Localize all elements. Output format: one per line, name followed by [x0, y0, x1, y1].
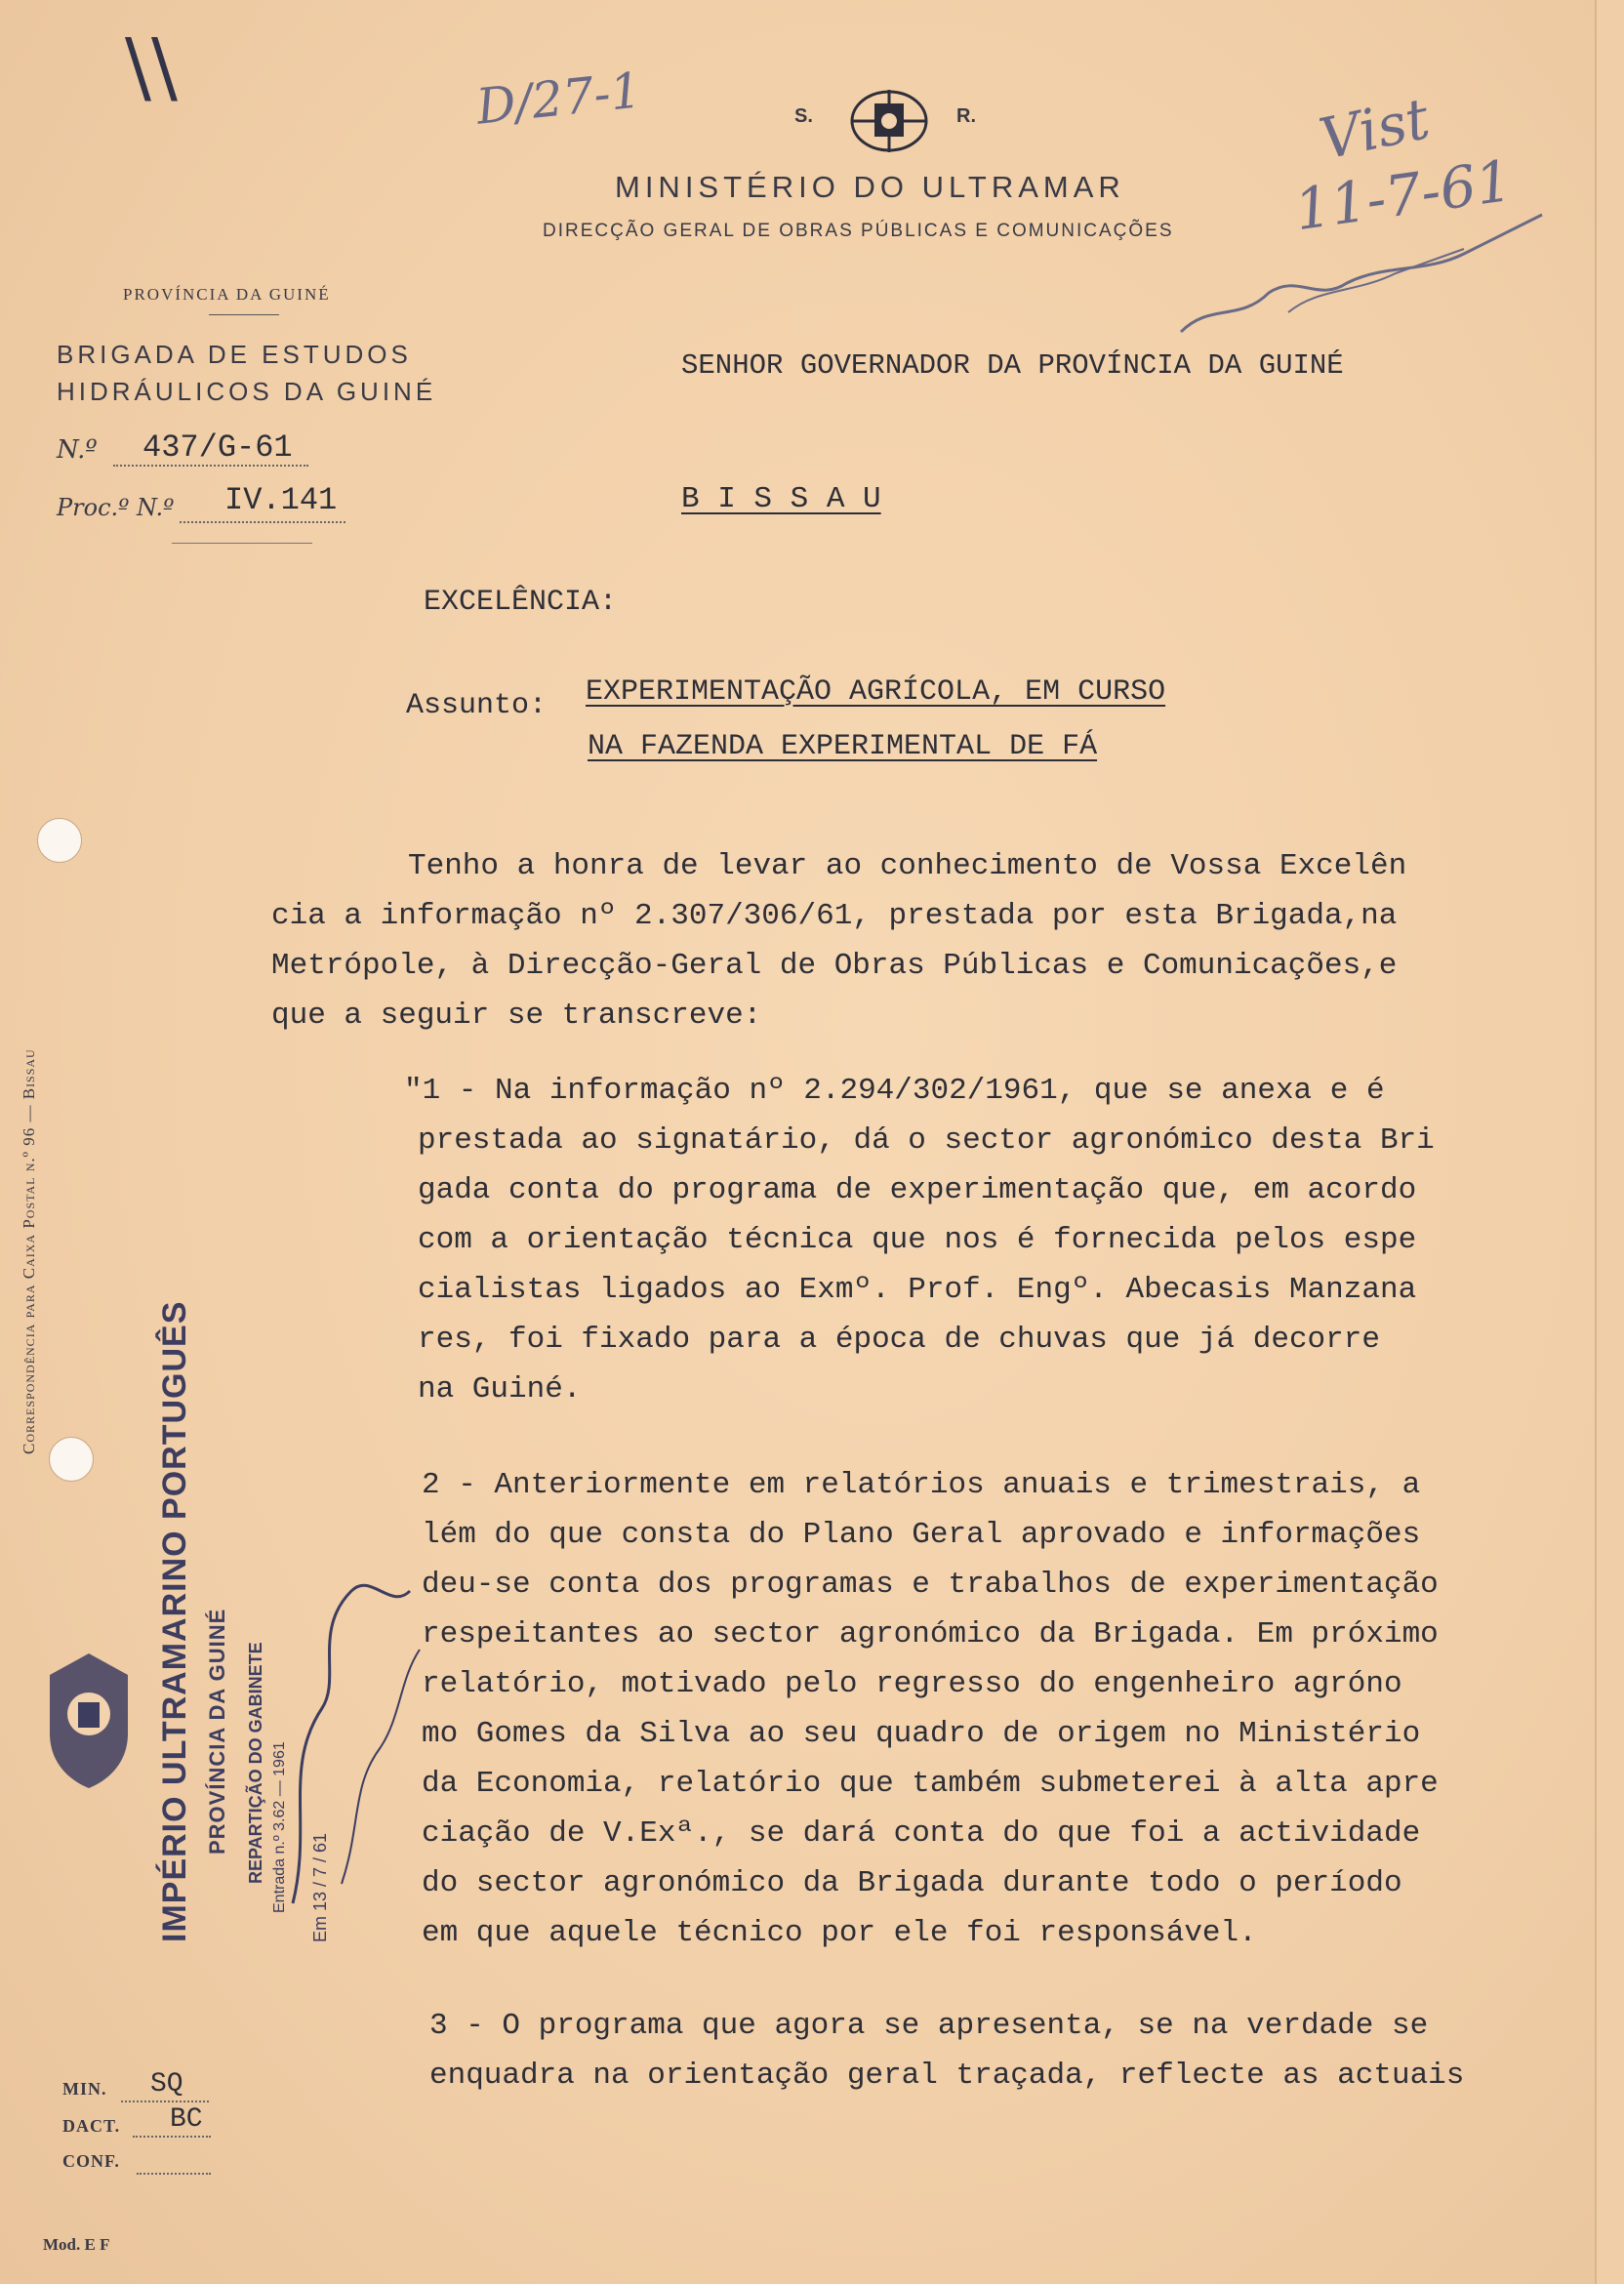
sender-number-value: 437/G-61 [142, 429, 293, 466]
sender-province: PROVÍNCIA DA GUINÉ [123, 285, 331, 304]
addressee-line: SENHOR GOVERNADOR DA PROVÍNCIA DA GUINÉ [681, 349, 1344, 382]
sender-number-label: N.º [57, 435, 98, 465]
paragraph-2-line: lém do que consta do Plano Geral aprovado e informações [422, 1518, 1421, 1552]
coat-of-arms-icon [845, 86, 933, 156]
stamp-line-1: IMPÉRIO ULTRAMARINO PORTUGUÊS [156, 1300, 193, 1942]
sender-province-rule [209, 314, 279, 315]
footer-conf-dots [137, 2173, 211, 2175]
sender-number-dots [113, 465, 308, 467]
paragraph-3-line: 3 - O programa que agora se apresenta, se na verdade se [429, 2009, 1429, 2043]
paragraph-3 [429, 2001, 1464, 2100]
footer-dact-dots [133, 2136, 211, 2138]
handwritten-signature-stroke [1171, 195, 1552, 351]
emblem-letter-left: S. [794, 105, 813, 127]
intro-line: Tenho a honra de levar ao conhecimento de Vossa Excelên [408, 849, 1407, 883]
sender-proc-dots [180, 521, 345, 523]
paragraph-1-line: cialistas ligados ao Exmº. Prof. Engº. Abecasis Manzana [418, 1273, 1417, 1307]
subject-line1: EXPERIMENTAÇÃO AGRÍCOLA, EM CURSO [586, 675, 1166, 709]
sender-brigade-line1: BRIGADA DE ESTUDOS [57, 340, 412, 369]
stamp-coat-of-arms-icon [35, 1646, 142, 1792]
stamp-line-5: Em 13 / 7 / 61 [310, 1832, 330, 1942]
margin-scribble: \\ [125, 21, 178, 112]
paragraph-1-line: res, foi fixado para a época de chuvas que já decorre [418, 1323, 1380, 1357]
footer-min-value: SQ [150, 2069, 183, 2100]
intro-paragraph [271, 841, 1406, 1040]
paragraph-2-line: respeitantes ao sector agronómico da Brigada. Em próximo [422, 1617, 1439, 1652]
directorate-title: DIRECÇÃO GERAL DE OBRAS PÚBLICAS E COMUNICAÇÕES [543, 221, 1174, 241]
footer-min-dots [121, 2100, 209, 2102]
paragraph-1-line: prestada ao signatário, dá o sector agronómico desta Bri [418, 1123, 1435, 1158]
paragraph-3-line: enquadra na orientação geral traçada, reflecte as actuais [429, 2059, 1465, 2093]
ministry-title: MINISTÉRIO DO ULTRAMAR [615, 170, 1125, 204]
sender-proc-value: IV.141 [224, 482, 338, 518]
paragraph-1-line: na Guiné. [418, 1372, 582, 1407]
sender-proc-label: Proc.º N.º [57, 494, 175, 521]
stamp-line-3: REPARTIÇÃO DO GABINETE [246, 1642, 265, 1884]
stamp-handwriting-scrawl [254, 1532, 449, 1923]
paragraph-2-line: da Economia, relatório que também submeterei à alta apre [422, 1767, 1439, 1801]
paragraph-2-line: deu-se conta dos programas e trabalhos de experimentação [422, 1568, 1439, 1602]
paragraph-2 [422, 1460, 1439, 1958]
addressee-city: B I S S A U [681, 482, 881, 516]
emblem-letter-right: R. [956, 105, 976, 127]
side-postal-print: Correspondência para Caixa Postal n.º 96 — Bissau [20, 1048, 38, 1454]
salutation: EXCELÊNCIA: [424, 586, 618, 619]
paragraph-2-line: ciação de V.Exª., se dará conta do que foi a actividade [422, 1816, 1421, 1851]
intro-line: cia a informação nº 2.307/306/61, prestada por esta Brigada,na [271, 899, 1398, 933]
subject-line2: NA FAZENDA EXPERIMENTAL DE FÁ [588, 730, 1098, 763]
paragraph-2-line: relatório, motivado pelo regresso do engenheiro agróno [422, 1667, 1402, 1701]
stamp-line-2: PROVÍNCIA DA GUINÉ [205, 1608, 229, 1855]
paragraph-1-line: "1 - Na informação nº 2.294/302/1961, que se anexa e é [404, 1074, 1385, 1108]
handwritten-reference: D/27-1 [473, 61, 644, 136]
footer-dact-label: DACT. [62, 2116, 121, 2136]
paragraph-1-line: com a orientação técnica que nos é fornecida pelos espe [418, 1223, 1417, 1257]
handwritten-vist: Vist [1314, 85, 1436, 173]
paragraph-2-line: em que aquele técnico por ele foi responsável. [422, 1916, 1257, 1950]
punch-hole-top [37, 818, 82, 863]
footer-dact-value: BC [170, 2104, 203, 2135]
entry-stamp [29, 1300, 351, 1952]
paragraph-2-line: do sector agronómico da Brigada durante todo o período [422, 1866, 1402, 1900]
paragraph-1 [404, 1066, 1435, 1414]
subject-label: Assunto: [406, 689, 548, 722]
punch-hole-bottom [49, 1437, 94, 1482]
footer-min-label: MIN. [62, 2079, 107, 2099]
paragraph-2-line: 2 - Anteriormente em relatórios anuais e trimestrais, a [422, 1468, 1421, 1502]
intro-line: Metrópole, à Direcção-Geral de Obras Públicas e Comunicações,e [271, 949, 1398, 983]
paragraph-2-line: mo Gomes da Silva ao seu quadro de origem no Ministério [422, 1717, 1421, 1751]
sender-brigade-line2: HIDRÁULICOS DA GUINÉ [57, 377, 437, 406]
stamp-line-4: Entrada n.º 3.62 — 1961 [271, 1741, 288, 1913]
intro-line: que a seguir se transcreve: [271, 999, 762, 1033]
paragraph-1-line: gada conta do programa de experimentação que, em acordo [418, 1173, 1417, 1207]
handwritten-date: 11-7-61 [1290, 146, 1517, 244]
sender-rule [172, 543, 312, 544]
footer-conf-label: CONF. [62, 2151, 120, 2171]
footer-model: Mod. E F [43, 2235, 110, 2254]
